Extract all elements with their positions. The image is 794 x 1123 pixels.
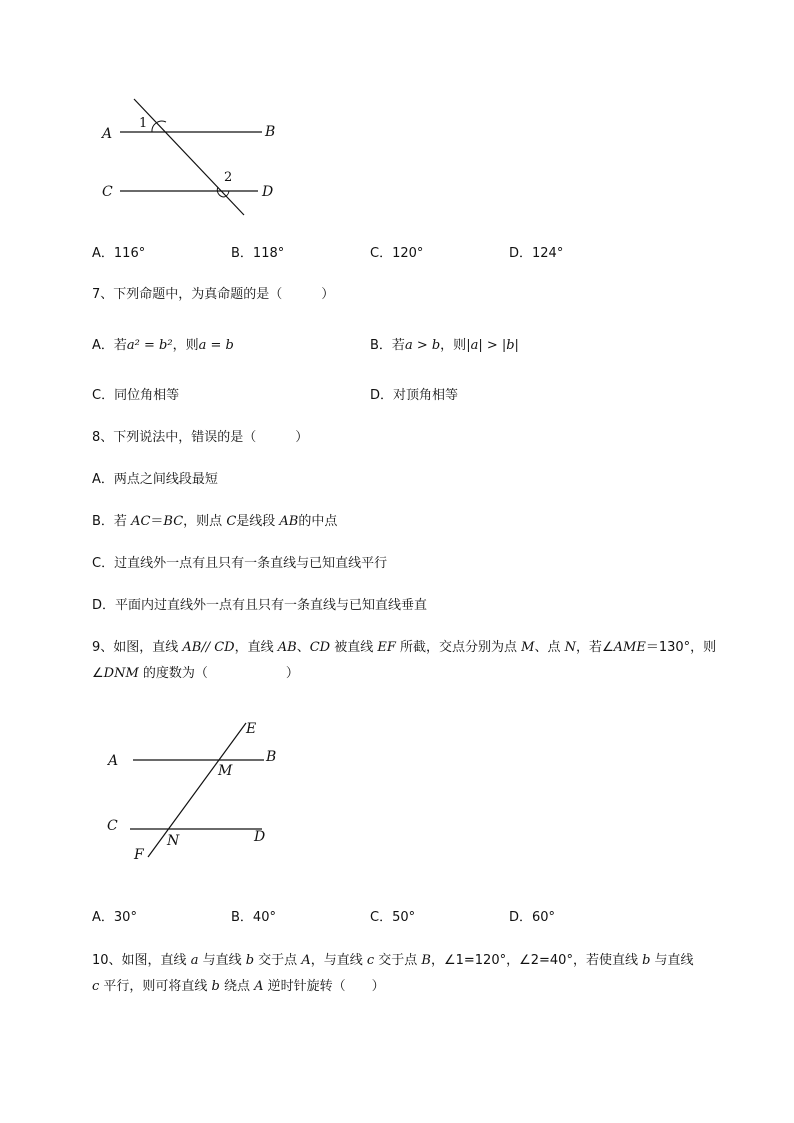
label-b: B [265,124,276,140]
q6-option-d[interactable]: D．124° [509,246,564,261]
q8-option-c[interactable]: C．过直线外一点有且只有一条直线与已知直线平行 [92,556,388,571]
label-a-2: A [108,753,119,769]
label-c-2: C [107,818,118,834]
q9-option-a[interactable]: A．30° [92,910,137,925]
label-b-2: B [266,749,277,765]
q9-stem-line-1: 9、如图，直线 AB// CD，直线 AB、CD 被直线 EF 所截，交点分别为点 M、点 N，若∠AME＝130°，则 [92,640,717,655]
label-d-2: D [254,829,266,845]
q10-stem-line-2: c 平行，则可将直线 b 绕点 A 逆时针旋转（ ） [92,979,385,994]
q6-option-b[interactable]: B．118° [231,246,285,261]
label-angle-2: 2 [224,170,233,185]
q8-option-a[interactable]: A．两点之间线段最短 [92,472,218,487]
q9-option-d[interactable]: D．60° [509,910,556,925]
label-angle-1: 1 [139,116,148,131]
q7-option-d[interactable]: D．对顶角相等 [370,388,459,403]
label-a: A [102,126,113,142]
label-e: E [246,721,257,737]
q7-stem: 7、下列命题中，为真命题的是（ ） [92,287,335,302]
q6-option-a[interactable]: A．116° [92,246,146,261]
label-n: N [167,833,180,849]
q9-stem-line-2: ∠DNM 的度数为（ ） [92,666,299,681]
q10-stem-line-1: 10、如图，直线 a 与直线 b 交于点 A，与直线 c 交于点 B，∠1=120°，∠2=40°，若使直线 b 与直线 [92,953,694,968]
q7-option-b[interactable]: B．若a > b，则|a| > |b| [370,338,519,353]
q8-option-d[interactable]: D．平面内过直线外一点有且只有一条直线与已知直线垂直 [92,598,428,613]
q7-option-a[interactable]: A．若a² = b²，则a = b [92,338,234,353]
q8-option-b[interactable]: B．若 AC＝BC，则点 C是线段 AB的中点 [92,514,338,529]
q8-stem: 8、下列说法中，错误的是（ ） [92,430,309,445]
q9-option-c[interactable]: C．50° [370,910,416,925]
transversal [134,99,244,215]
line-ef [148,723,246,857]
label-f: F [134,847,144,863]
label-d: D [262,184,274,200]
q6-option-c[interactable]: C．120° [370,246,424,261]
q9-option-b[interactable]: B．40° [231,910,276,925]
q7-option-c[interactable]: C．同位角相等 [92,388,180,403]
label-m: M [218,763,233,779]
label-c: C [102,184,113,200]
